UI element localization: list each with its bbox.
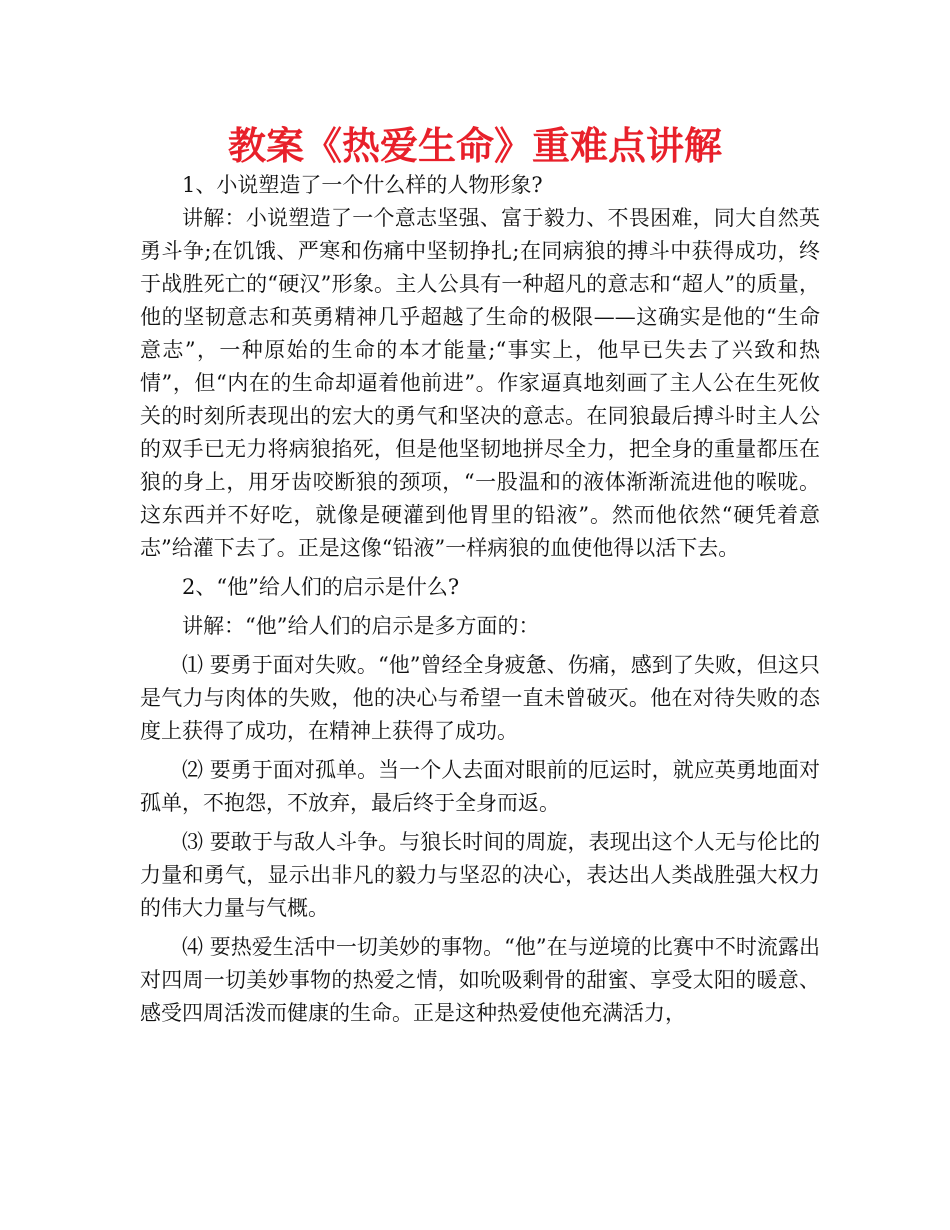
- answer-2-point-4: ⑷ 要热爱生活中一切美妙的事物。“他”在与逆境的比赛中不时流露出对四周一切美妙事物的热爱之情，如吮吸剩骨的甜蜜、享受太阳的暖意、感受四周活泼而健康的生命。正是这种热爱使他充满活力，: [140, 935, 820, 1025]
- answer-2-intro: 讲解：“他”给人们的启示是多方面的：: [182, 614, 540, 638]
- answer-1: 讲解：小说塑造了一个意志坚强、富于毅力、不畏困难，同大自然英勇斗争;在饥饿、严寒和伤痛中坚韧挣扎;在同病狼的搏斗中获得成功，终于战胜死亡的“硬汉”形象。主人公具有一种超凡的意志和“超人”的质量，他的坚韧意志和英勇精神几乎超越了生命的极限——这确实是他的“生命意志”，一种原始的生命的本才能量;“事实上，他早已失去了兴致和热情”，但“内在的生命却逼着他前进”。作家逼真地刻画了主人公在生死攸关的时刻所表现出的宏大的勇气和坚决的意志。在同狼最后搏斗时主人公的双手已无力将病狼掐死，但是他坚韧地拼尽全力，把全身的重量都压在狼的身上，用牙齿咬断狼的颈项，“一股温和的液体渐渐流进他的喉咙。这东西并不好吃，就像是硬灌到他胃里的铅液”。然而他依然“硬凭着意志”给灌下去了。正是这像“铅液”一样病狼的血使他得以活下去。: [140, 206, 820, 560]
- question-1: 1、小说塑造了一个什么样的人物形象?: [182, 173, 543, 197]
- answer-2-point-2: ⑵ 要勇于面对孤单。当一个人去面对眼前的厄运时，就应英勇地面对孤单，不抱怨，不放弃，最后终于全身而返。: [140, 758, 820, 815]
- question-2: 2、“他”给人们的启示是什么?: [182, 575, 460, 599]
- answer-2-point-3: ⑶ 要敢于与敌人斗争。与狼长时间的周旋，表现出这个人无与伦比的力量和勇气，显示出非凡的毅力与坚忍的决心，表达出人类战胜强大权力的伟大力量与气概。: [140, 830, 820, 920]
- document-title: 教案《热爱生命》重难点讲解: [227, 123, 722, 168]
- document-body: [140, 169, 820, 1030]
- answer-2-point-1: ⑴ 要勇于面对失败。“他”曾经全身疲惫、伤痛，感到了失败，但这只是气力与肉体的失败，他的决心与希望一直未曾破灭。他在对待失败的态度上获得了成功，在精神上获得了成功。: [140, 653, 820, 743]
